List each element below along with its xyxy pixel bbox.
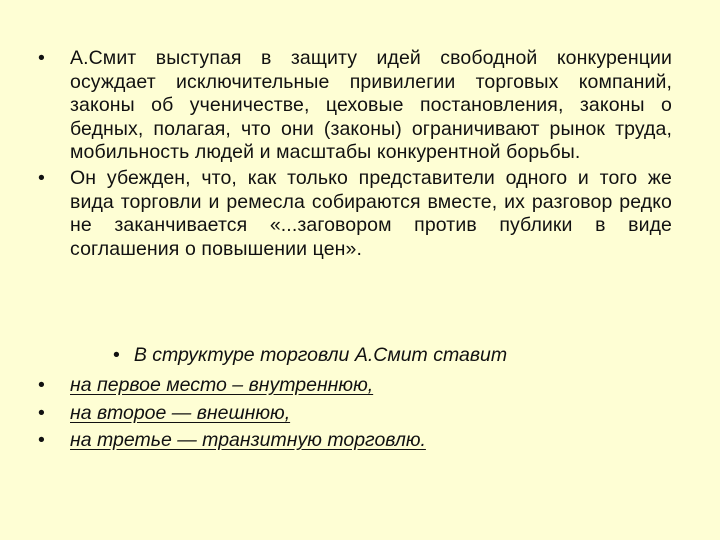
trade-order-list: [38, 372, 426, 455]
trade-item-text: на второе — внешнюю,: [70, 401, 291, 424]
bullet-dot-icon: •: [38, 47, 45, 69]
trade-item-second: [38, 400, 426, 428]
main-bullet-list: [38, 47, 672, 263]
trade-item-first: [38, 372, 426, 400]
trade-heading-text: В структуре торговли А.Смит ставит: [133, 344, 508, 366]
bullet-dot-icon: •: [38, 429, 45, 451]
bullet-dot-icon: •: [38, 166, 45, 189]
trade-item-text: на третье — транзитную торговлю.: [70, 429, 426, 451]
paragraph-text: Он убежден, что, как только представители одного и того же вида торговли и ремесла собираются вместе, их разговор редко не заканчивается «...заговором против публики в виде соглашения о повышении цен».: [70, 166, 672, 260]
bullet-dot-icon: •: [113, 344, 120, 366]
bullet-paragraph-2: [38, 167, 672, 261]
bullet-dot-icon: •: [38, 374, 45, 396]
trade-item-third: [38, 427, 426, 455]
trade-structure-heading: [113, 343, 507, 367]
bullet-dot-icon: •: [38, 401, 45, 424]
paragraph-text: А.Смит выступая в защиту идей свободной конкуренции осуждает исключительные привилегии торговых компаний, законы об ученичестве, цеховые постановления, законы о бедных, полагая, что они (законы) ограничивают рынок труда, мобильность людей и масштабы конкурентной борьбы.: [70, 47, 672, 164]
bullet-paragraph-1: [38, 47, 672, 165]
trade-item-text: на первое место – внутреннюю,: [70, 374, 374, 396]
